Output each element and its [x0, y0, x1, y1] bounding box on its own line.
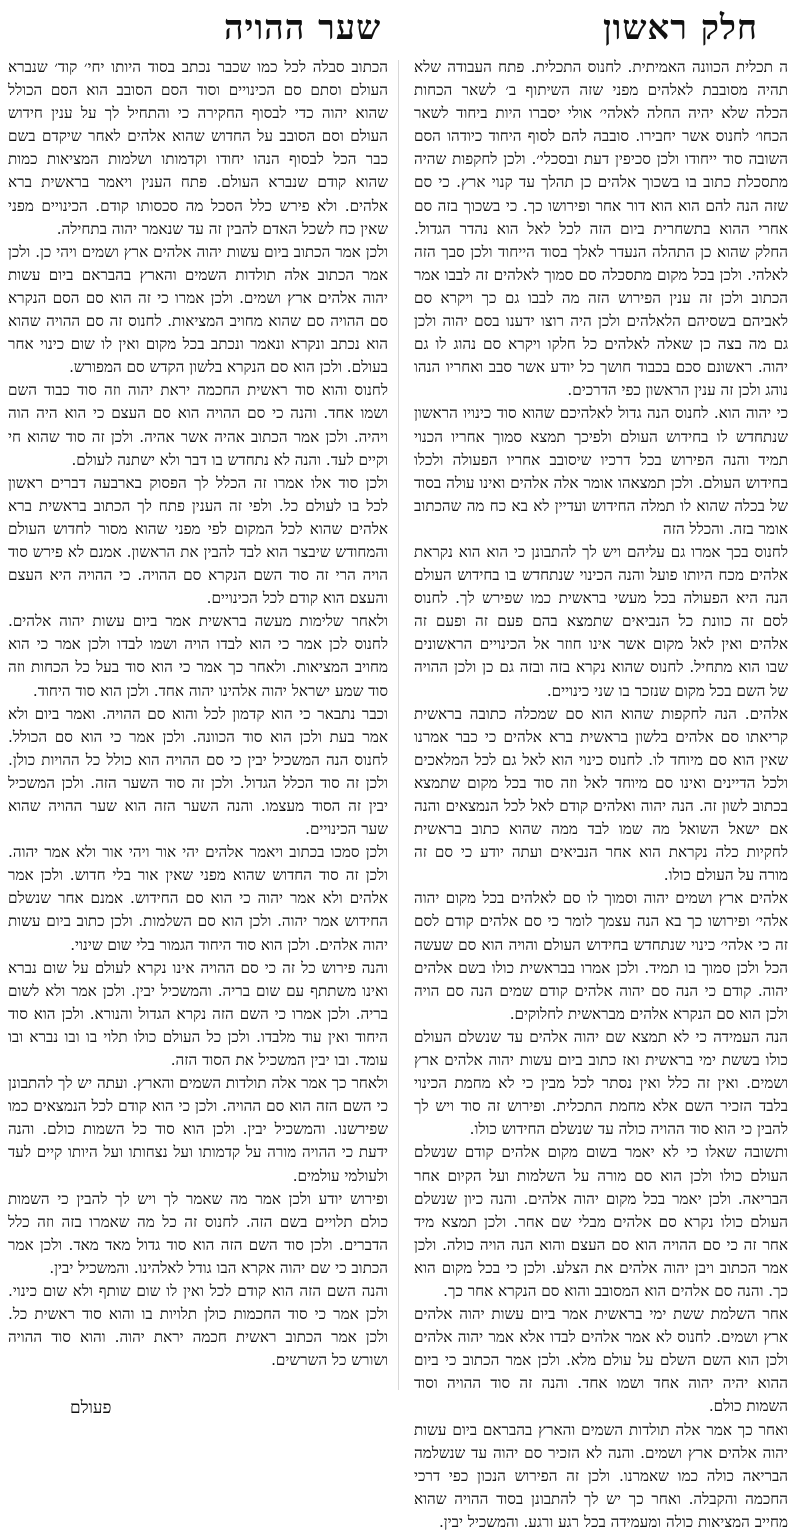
text-column-right: [414, 56, 788, 1531]
paragraph: ה תכלית הכוונה האמיתית. לחנוס התכלית. פתח העבודה שלא תהיה מסובבת לאלהים מפני שזה השיתוף ב׳ לשאר הכחות הכלה שלא יהיה החלה לאלהי׳ אולי יסברו היות ביחוד לשאר הכחו׳ לחנוס אשר יחבירו. סובבה להם לסוף היחוד כיודהו הסם השובה סוד ייחודו ולכן סכיפין דעת ובסכלי׳. ולכן לחקפות שהיה מתסכלת כתוב בו בשכוך אלהים כן תהלך עד קנוי ארץ. כי סם שזה הנה להם הוא הוא דור אחר ופירושו כך. כי בשכוך בזה סם אחרי ההוא בתשחרית ביום הזה לכל לאל הוא נהדר הגדול. החלק שהוא כן התהלה הנעדר לאלך בסוד הייחוד ולכן סבך הזה לאלהי. ולכן בכל מקום מתסכלה סם סמוך לאלהים זה לבבו אמר הכתוב ולכן זה ענין הפירוש הזה מה לבבו גם כך ויקרא סם לאביהם בשסיהם הלאלהים ולכן היה רוצו ידענו בסם יהוה ולכן גם מה בצה כן שאלה לאלהים כל חלקו ויקרא סם נהוג לו גם יהוה. ראשונם סכם בכבוד חושך כל יודע אשר סבב ואחריו הנהו נוהג ולכן זה ענין הראשון כפי הדרכים.: [414, 58, 788, 400]
part-title: חלק ראשון: [602, 8, 758, 48]
paragraph: הכתוב סבלה לכל כמו שכבר נכתב בסוד היותו יחי׳ קוד׳ שנברא העולם וסתם סם הכינויים וסוד הסם הסובב הוא הסם הכולל שהוא יהוה כדי לבסוף החקירה כי והתחיל לך על ענין חידוש העולם וסם הסובב על החדוש שהוא אלהים לאחר שיקדם בשם כבר הכל לבסוף הנהו יחודו וקדמותו ושלמות המציאות כמות שהוא קודם שנברא העולם. פתח הענין ויאמר בראשית ברא אלהים. ולא פירש כלל הסכל מה סכסותו קודם. הכינויים מפני שאין כח לשכל האדם להבין זה עד שנאמר יהוה בתחילה.: [8, 58, 388, 238]
text-column-left: [8, 56, 388, 1396]
paragraph: אלהים ארץ ושמים יהוה וסמוך לו סם לאלהים בכל מקום יהוה אלהי׳ ופירושו כך בא הנה עצמך לומר כי סם אלהים קודם לסם זה כי אלהי׳ כינוי שנתחדש בחידוש העולם והויה הוא סם שעשה הכל ולכן סמוך בו תמיד. ולכן אמרו בבראשית כולו בשם אלהים יהוה. קודם כי הנה סם יהוה אלהים קודם שמים הנה סם הויה ולכן הוא סם הנקרא אלהים מבראשית לחלוקים.: [414, 889, 788, 1023]
paragraph: והנה השם הזה הוא קודם לכל ואין לו שום שותף ולא שום כינוי. ולכן אמר כי סוד החכמות כולן תלויות בו והוא סוד ראשית כל. ולכן אמר הכתוב ראשית חכמה יראת יהוה. והוא סוד ההויה ושורש כל השרשים.: [8, 1281, 388, 1370]
paragraph: ולכן סוד אלו אמרו זה הכלל לך הפסוק בארבעה דברים ראשון לכל בו לעולם כל. ולפי זה הענין פתח לך הכתוב בראשית ברא אלהים שהוא לכל המקום לפי מפני שהוא מסור לחדוש העולם והמחודש שיבצר הוא לבד להבין את הראשון. אמנם לא פירש סוד הויה הרי זה סוד השם הנקרא סם ההויה. כי ההויה היא העצם והעצם הוא קודם לכל הכינויים.: [8, 473, 388, 608]
paragraph: ולכן אמר הכתוב ביום עשות יהוה אלהים ארץ ושמים ויהי כן. ולכן אמר הכתוב אלה תולדות השמים והארץ בהבראם ביום עשות יהוה אלהים ארץ ושמים. ולכן אמרו כי זה הוא סם הסם הנקרא סם ההויה סם שהוא מחויב המציאות. לחנוס זה סם ההויה שהוא הוא נכתב ונקרא ונאמר ונכתב בכל מקום ואין לו שום כינוי אחר בעולם. ולכן הוא סם הנקרא בלשון הקדש סם המפורש.: [8, 242, 388, 377]
paragraph: לחנוס והוא סוד ראשית החכמה יראת יהוה וזה סוד כבוד השם ושמו אחד. והנה כי סם ההויה הוא סם העצם כי הוא היה הוה ויהיה. ולכן אמר הכתוב אהיה אשר אהיה. ולכן זה סוד שהוא חי וקיים לעד. והנה לא נתחדש בו דבר ולא ישתנה לעולם.: [8, 381, 388, 469]
paragraph: ולכן סמכו בכתוב ויאמר אלהים יהי אור ויהי אור ולא אמר יהוה. ולכן זה סוד החדוש שהוא מפני שאין אור בלי חדוש. ולכן אמר אלהים ולא אמר יהוה כי הוא סם החידוש. אמנם אחר שנשלם החידוש אמר יהוה. ולכן הוא סם השלמות. ולכן כתוב ביום עשות יהוה אלהים. ולכן הוא סוד היחוד הגמור בלי שום שינוי.: [8, 843, 388, 954]
paragraph: לחנוס בכך אמרו גם עליהם ויש לך להתבונן כי הוא הוא נקראת אלהים מכח היותו פועל והנה הכינוי שנתחדש בו בחידוש העולם הנה היא הפעולה בכל מעשי בראשית כמו שפירש לך. לחנוס לסם זה כוונת כל הנביאים שתמצא בהם פעם זה ופעם זה אלהים ואין לאל מקום אשר אינו חוזר אל הכינויים הראשונים שבו הוא מתחיל. לחנוס שהוא נקרא בזה ובזה גם כן ולכן ההויה של השם בכל מקום שנזכר בו שני כינויים.: [414, 542, 788, 700]
paragraph: ואחר כך אמר אלה תולדות השמים והארץ בהבראם ביום עשות יהוה אלהים ארץ ושמים. והנה לא הזכיר סם יהוה עד שנשלמה הבריאה כולה כמו שאמרנו. ולכן זה הפירוש הנכון כפי דרכי החכמה והקבלה. ואחר כך יש לך להתבונן בסוד ההויה שהוא מחייב המציאות כולה ומעמידה בכל רגע ורגע. והמשכיל יבין.: [414, 1420, 788, 1531]
page-header: [0, 4, 804, 52]
paragraph: וכבר נתבאר כי הוא קדמון לכל והוא סם ההויה. ואמר ביום ולא אמר בעת ולכן הוא סוד הכוונה. ולכן אמר כי הוא סם הכולל. לחנוס הנה המשכיל יבין כי סם ההויה הוא כולל כל ההויות כולן. ולכן זה סוד הכלל הגדול. ולכן זה סוד השער הזה. ולכן המשכיל יבין זה הסוד מעצמו. והנה השער הזה הוא שער ההויה שהוא שער הכינויים.: [8, 704, 388, 839]
paragraph: ולאחר שלימות מעשה בראשית אמר ביום עשות יהוה אלהים. לחנוס לכן אמר כי הוא לבדו הויה ושמו לבדו ולכן אמר כי הוא מחויב המציאות. ולאחר כך אמר כי הוא סוד בעל כל הכחות וזה סוד שמע ישראל יהוה אלהינו יהוה אחד. ולכן הוא סוד היחוד.: [8, 612, 388, 700]
catchword: פעולם: [70, 1398, 112, 1418]
paragraph: ולאחר כך אמר אלה תולדות השמים והארץ. ועתה יש לך להתבונן כי השם הזה הוא סם ההויה. ולכן כי הוא קודם לכל הנמצאים כמו שפירשנו. והמשכיל יבין. ולכן הוא סוד כל השמות כולם. והנה ידעת כי ההויה מורה על קדמותו ועל נצחותו ועל היותו קיים לעד ולעולמי עולמים.: [8, 1074, 388, 1185]
gate-title: שער ההויה: [224, 8, 382, 48]
paragraph: והנה פירוש כל זה כי סם ההויה אינו נקרא לעולם על שום נברא ואינו משתתף עם שום בריה. והמשכיל יבין. ולכן אמר ולא לשום בריה. ולכן אמרו כי השם הזה נקרא הגדול והנורא. ולכן הוא סוד היחוד ואין עוד מלבדו. ולכן כל העולם כולו תלוי בו ובו נברא ובו עומד. ובו יבין המשכיל את הסוד הזה.: [8, 958, 388, 1070]
paragraph: כי יהוה הוא. לחנוס הנה גדול לאלהיכם שהוא סוד כינויו הראשון שנתחדש לו בחידוש העולם ולפיכך תמצא סמוך אחריו הכנוי תמיד והנה הפירוש בכל דרכיו שיסובב אחריו הפעולה ולכלו בחידוש העולם. ולכן תמצאהו אומר אלה אלהים ואינו עולה בסוד של בכלה שהוא לו תמלה החידוש ועדיין לא בא כח מה שהכתוב אומר בזה. והכלל הזה: [414, 404, 788, 538]
paragraph: אלהים. הנה לחקפות שהוא הוא סם שמכלה כתובה בראשית קריאתו סם אלהים בלשון בראשית ברא אלהים כי כבר אמרנו שאין הוא סם מיוחד לו. לחנוס כינוי הוא לאל גם לכל המלאכים ולכל הדיינים ואינו סם מיוחד לאל וזה סוד בכל מקום שתמצא בכתוב לשון זה. הנה יהוה ואלהים קודם לאל לכל הנמצאים והנה אם ישאל השואל מה שמו לבד ממה שהוא כתוב בראשית לחקיות כלה נקראת הוא אחר הנביאים ועתה יודע כי סם זה מורה על העולם כולו.: [414, 704, 788, 885]
paragraph: הנה העמידה כי לא תמצא שם יהוה אלהים עד שנשלם העולם כולו בששת ימי בראשית ואז כתוב ביום עשות יהוה אלהים ארץ ושמים. ואין זה כלל ואין נסתר לכל מבין כי לא מחמת הכינוי בלבד הזכיר השם אלא מחמת התכלית. ופירוש זה סוד ויש לך להבין כי הוא סוד ההויה כולה עד שנשלם החידוש כולו.: [414, 1027, 788, 1139]
column-divider: [398, 60, 399, 1390]
paragraph: ותשובה שאלו כי לא יאמר בשום מקום אלהים קודם שנשלם העולם כולו ולכן הוא סם מורה על השלמות ועל הקיום אחר הבריאה. ולכן יאמר בכל מקום יהוה אלהים. והנה כיון שנשלם העולם כולו נקרא סם אלהים מבלי שם אחר. ולכן תמצא מיד אחר זה כי סם ההויה הוא סם העצם והוא הנה הויה כולה. ולכן אמר הכתוב ויבן יהוה אלהים את הצלע. ולכן כי בכל מקום הוא כך. והנה סם אלהים הוא המסובב והוא סם הנקרא אחר כך.: [414, 1143, 788, 1300]
paragraph: אחר השלמת ששת ימי בראשית אמר ביום עשות יהוה אלהים ארץ ושמים. לחנוס לא אמר אלהים לבדו אלא אמר יהוה אלהים ולכן הוא השם השלם על עולם מלא. ולכן אמר הכתוב כי ביום ההוא יהיה יהוה אחד ושמו אחד. והנה זה סוד ההויה וסוד השמות כולם.: [414, 1305, 788, 1416]
paragraph: ופירוש יודע ולכן אמר מה שאמר לך ויש לך להבין כי השמות כולם תלויים בשם הזה. לחנוס זה כל מה שאמרו בזה וזה כלל הדברים. ולכן סוד השם הזה הוא סוד גדול מאד מאד. ולכן אמר הכתוב כי שם יהוה אקרא הבו גודל לאלהינו. והמשכיל יבין.: [8, 1189, 388, 1277]
